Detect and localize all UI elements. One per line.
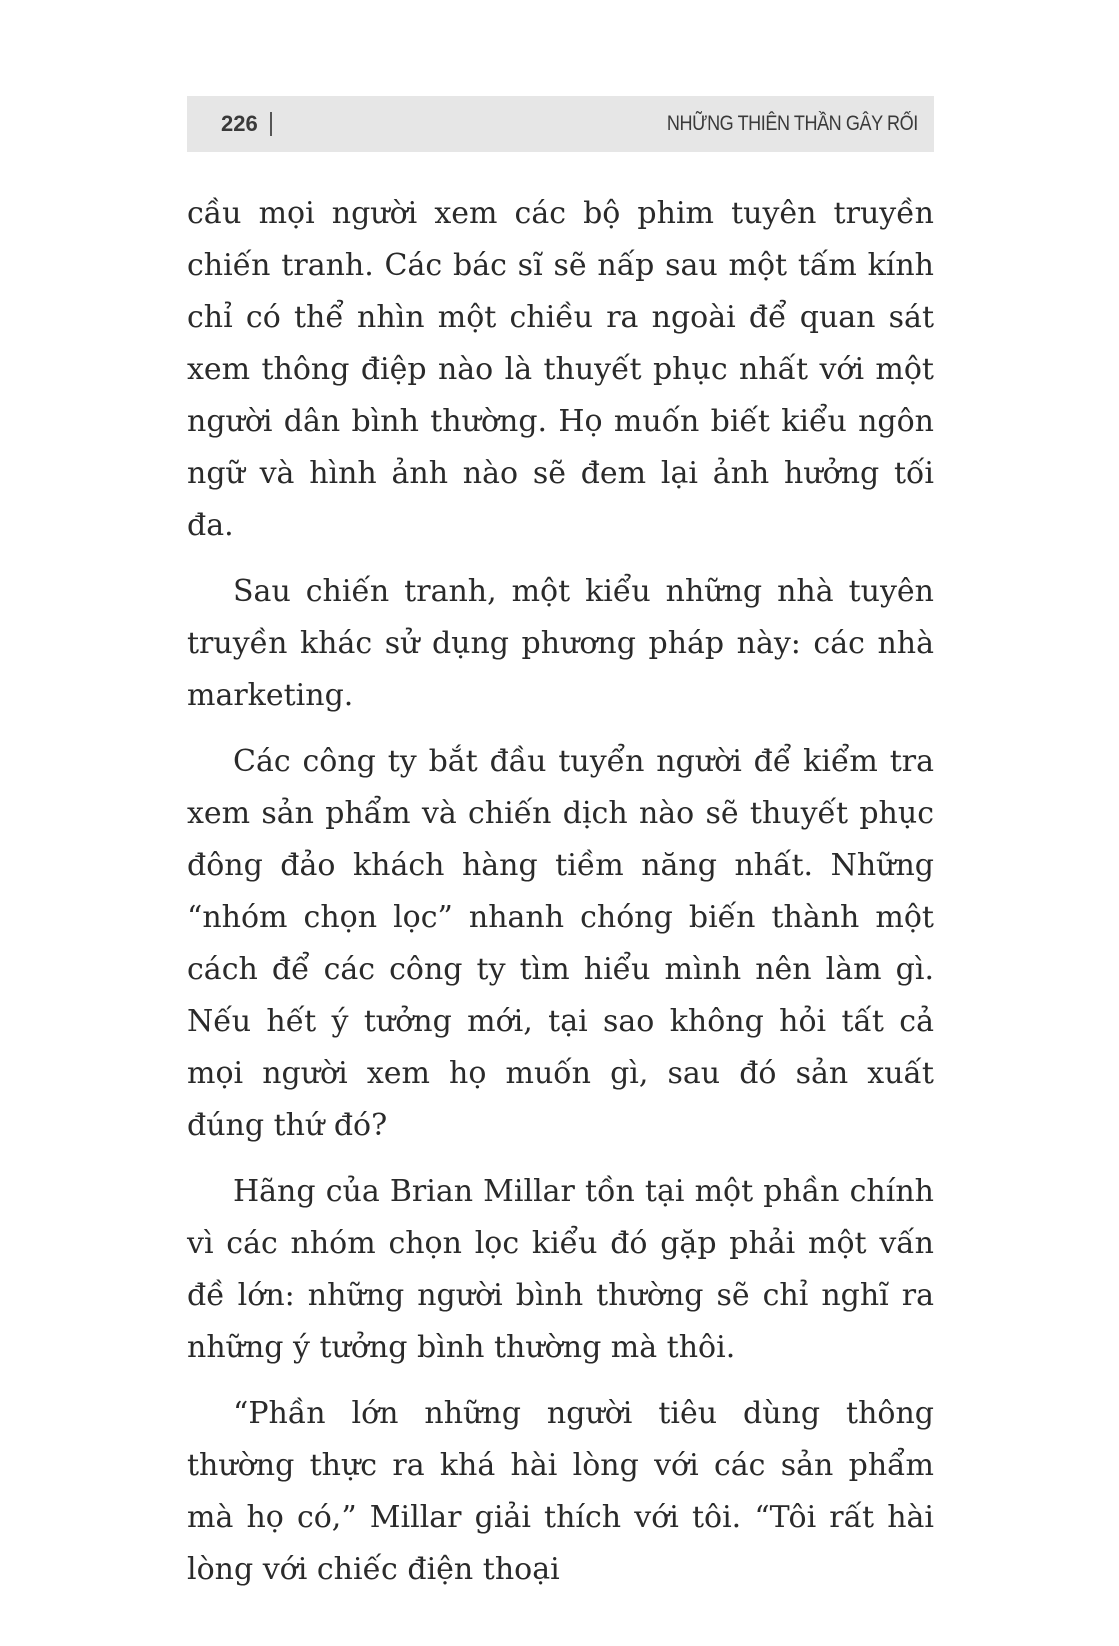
paragraph: “Phần lớn những người tiêu dùng thông thường thực ra khá hài lòng với các sản phẩm mà họ có,” Millar giải thích với tôi. “Tôi rất hài lòng với chiếc điện thoại [187,1396,934,1587]
header-left [221,111,272,137]
paragraph: Các công ty bắt đầu tuyển người để kiểm tra xem sản phẩm và chiến dịch nào sẽ thuyết phục đông đảo khách hàng tiềm năng nhất. Những “nhóm chọn lọc” nhanh chóng biến thành một cách để các công ty tìm hiểu mình nên làm gì. Nếu hết ý tưởng mới, tại sao không hỏi tất cả mọi người xem họ muốn gì, sau đó sản xuất đúng thứ đó? [187,744,934,1143]
paragraph: Hãng của Brian Millar tồn tại một phần chính vì các nhóm chọn lọc kiểu đó gặp phải một vấn đề lớn: những người bình thường sẽ chỉ nghĩ ra những ý tưởng bình thường mà thôi. [187,1174,934,1365]
page-number: 226 [221,111,258,136]
paragraph: Sau chiến tranh, một kiểu những nhà tuyên truyền khác sử dụng phương pháp này: các nhà marketing. [187,574,934,713]
running-header [187,96,934,152]
page-body [187,188,934,1610]
paragraph-continuation: cầu mọi người xem các bộ phim tuyên truyền chiến tranh. Các bác sĩ sẽ nấp sau một tấm kính chỉ có thể nhìn một chiều ra ngoài để quan sát xem thông điệp nào là thuyết phục nhất với một người dân bình thường. Họ muốn biết kiểu ngôn ngữ và hình ảnh nào sẽ đem lại ảnh hưởng tối đa. [187,196,934,543]
book-title: NHỮNG THIÊN THẦN GÂY RỐI [667,112,918,135]
header-divider [270,112,272,136]
